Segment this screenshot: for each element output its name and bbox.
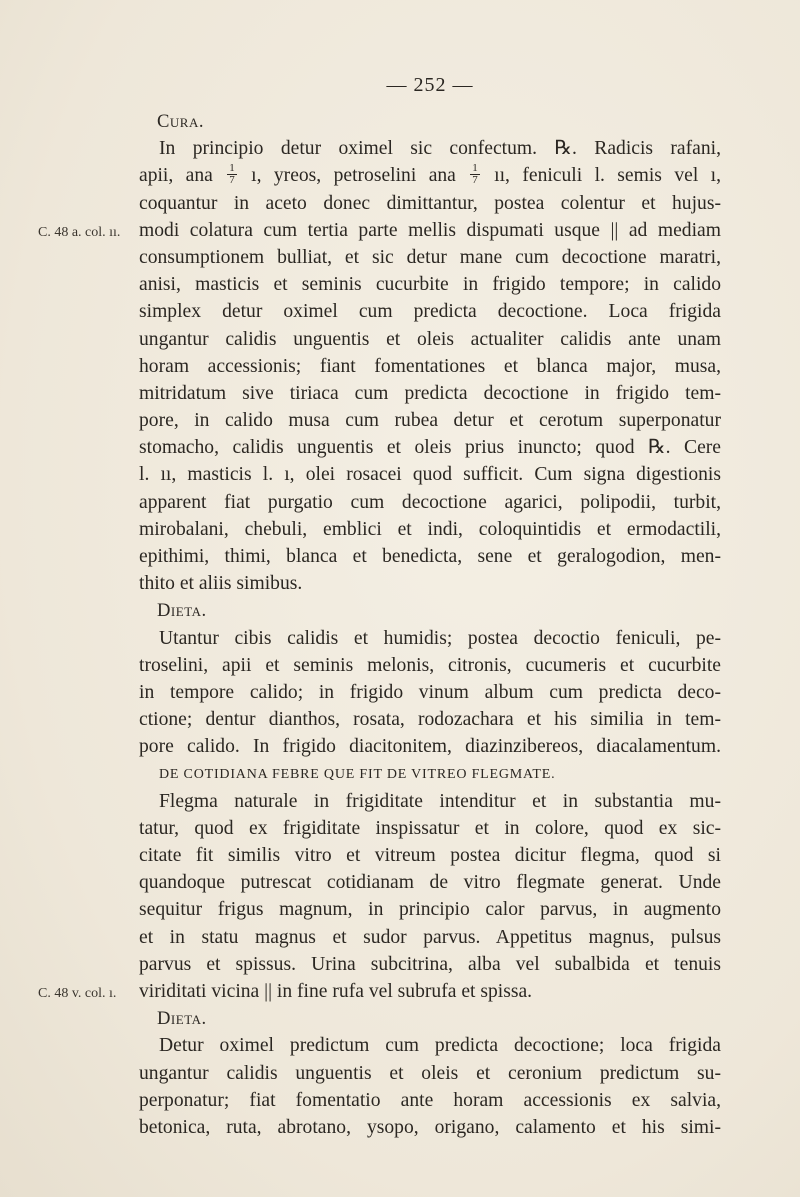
text-line: Detur oximel predictum cum predicta decoctione; loca frigida [159,1035,721,1057]
section-heading: Dieta. [157,1008,207,1030]
text-line: perponatur; fiat fomentatio ante horam accessionis ex salvia, [139,1089,721,1111]
text-line: modi colatura cum tertia parte mellis dispumati usque || ad mediam C. 48 a. col. ıı. [139,217,721,244]
text-line: troselini, apii et seminis melonis, citronis, cucumeris et cucurbite [139,654,721,676]
text-line: pore calido. In frigido diacitonitem, diazinzibereos, diacalamentum. [139,736,721,758]
text-line: ungantur calidis unguentis et oleis actualiter calidis ante unam [139,328,721,350]
margin-reference: C. 48 a. col. ıı. [38,224,121,240]
text-line: horam accessionis; fiant fomentationes et blanca major, musa, [139,355,721,377]
fraction: $\frac{1}{7}$ [472,162,478,187]
text-line: pore, in calido musa cum rubea detur et cerotum superponatur [139,410,721,432]
text-line: in tempore calido; in frigido vinum album cum predicta deco- [139,681,721,703]
text-line: l. ıı, masticis l. ı, olei rosacei quod sufficit. Cum signa digestionis [139,464,721,486]
text-line: mirobalani, chebuli, emblici et indi, coloquintidis et ermodactili, [139,518,721,540]
text-line: mitridatum sive tiriaca cum predicta decoctione in frigido tem- [139,382,721,404]
text-line: tatur, quod ex frigiditate inspissatur et in colore, quod ex sic- [139,817,721,839]
fraction: $\frac{1}{7}$ [229,162,235,187]
text-line: citate fit similis vitro et vitreum postea dicitur flegma, quod si [139,845,721,867]
text-line: thito et aliis simibus. [139,573,303,595]
section-heading: Dieta. [157,600,207,622]
text-line: Flegma naturale in frigiditate intenditur et in substantia mu- [159,790,721,812]
text-line: In principio detur oximel sic confectum. ℞. Radicis rafani, [159,138,721,160]
text-line: Utantur cibis calidis et humidis; postea decoctio feniculi, pe- [159,627,721,649]
text-line: apii, ana $\frac{1}{7}$ ı, yreos, petroselini ana $\frac{1}{7}$ ıı, feniculi l. semis vel ı, [139,162,721,187]
text-line: parvus et spissus. Urina subcitrina, alba vel subalbida et tenuis [139,953,721,975]
page-number: — 252 — [386,74,474,96]
section-rubric: DE COTIDIANA FEBRE QUE FIT DE VITREO FLEGMATE. [159,766,556,782]
text-line: stomacho, calidis unguentis et oleis prius inuncto; quod ℞. Cere [139,437,721,459]
text-line: apparent fiat purgatio cum decoctione agarici, polipodii, turbit, [139,491,721,513]
text-line: viriditati vicina || in fine rufa vel subrufa et spissa. C. 48 v. col. ı. [139,978,721,1005]
text-line: epithimi, thimi, blanca et benedicta, sene et geralogodion, men- [139,546,721,567]
text-line: ctione; dentur dianthos, rosata, rodozachara et his similia in tem- [139,709,721,731]
text-line: betonica, ruta, abrotano, ysopo, origano, calamento et his simi- [139,1116,721,1138]
margin-reference: C. 48 v. col. ı. [38,986,117,1001]
text-block [38,108,721,1141]
text-line: sequitur frigus magnum, in principio calor parvus, in augmento [139,899,721,921]
text-line: quandoque putrescat cotidianam de vitro flegmate generat. Unde [139,872,721,894]
section-heading: Cura. [157,111,204,132]
text-line: ungantur calidis unguentis et oleis et ceronium predictum su- [139,1062,721,1084]
text-line: et in statu magnus et sudor parvus. Appetitus magnus, pulsus [139,926,721,948]
text-line: simplex detur oximel cum predicta decoctione. Loca frigida [139,301,721,323]
text-line: consumptionem bulliat, et sic detur mane cum decoctione maratri, [139,246,721,268]
text-line: anisi, masticis et seminis cucurbite in frigido tempore; in calido [139,274,721,296]
text-line: coquantur in aceto donec dimittantur, postea colentur et hujus- [139,192,721,214]
